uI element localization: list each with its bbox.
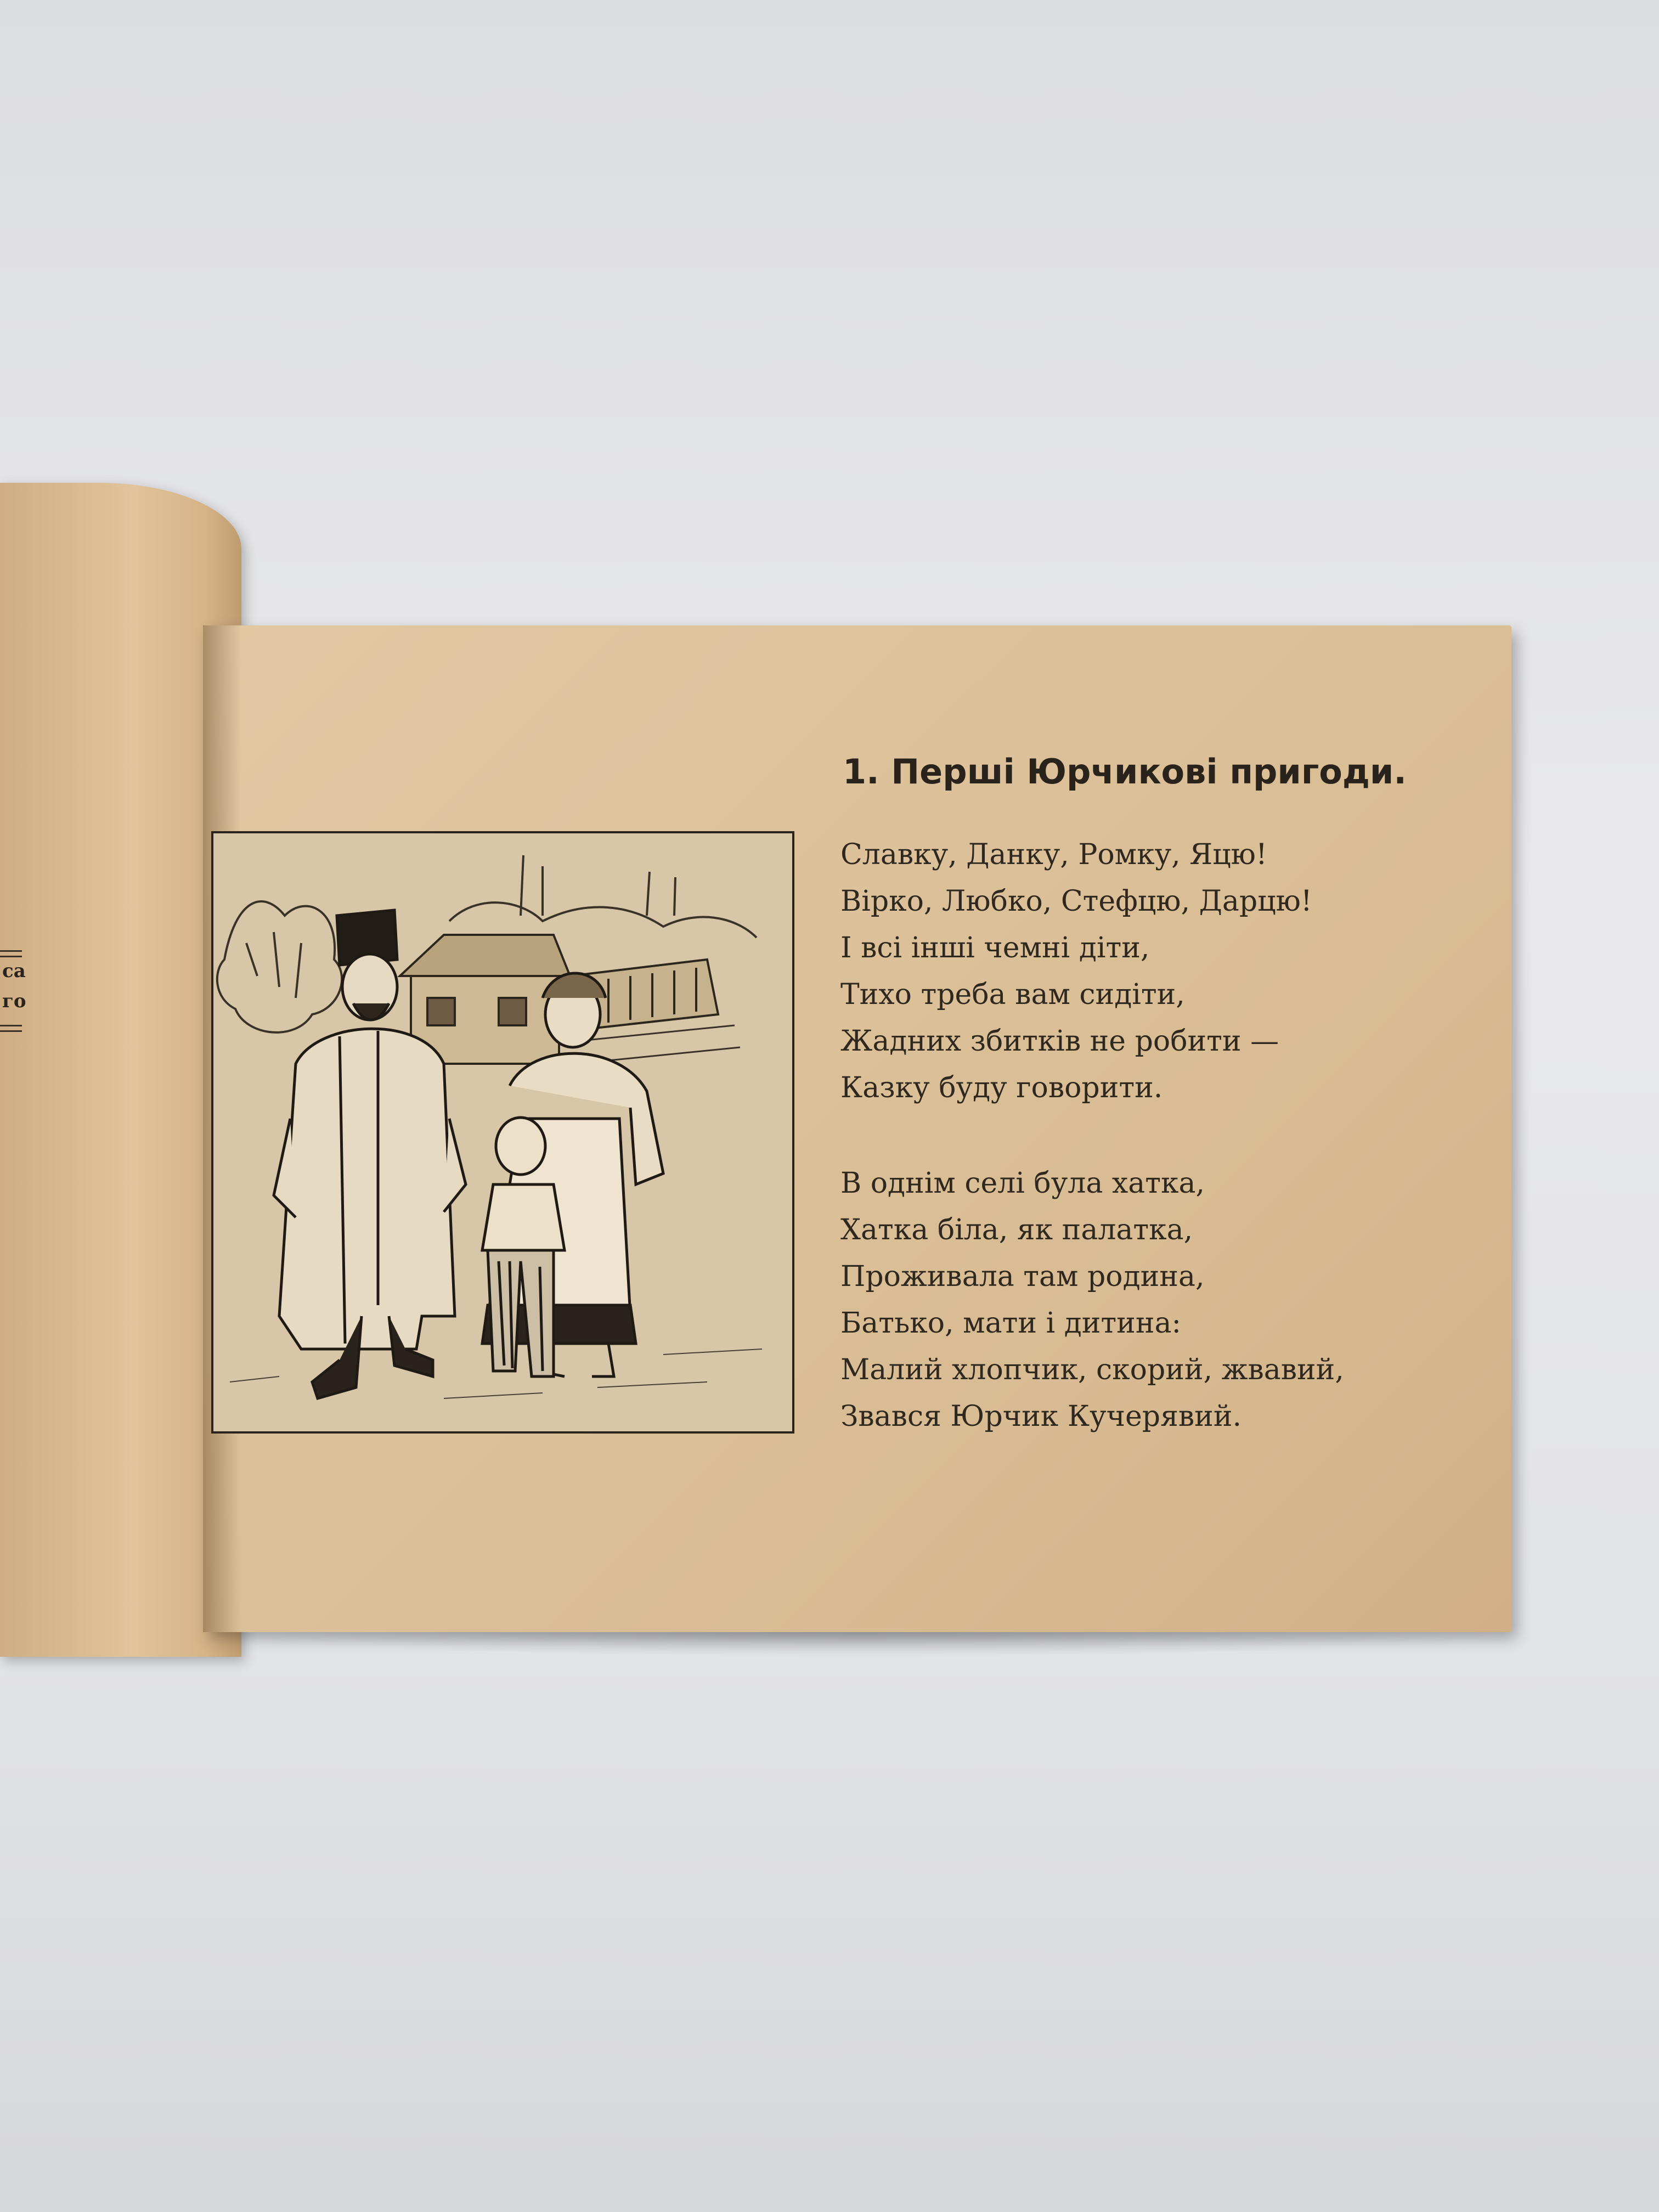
poem-line: Тихо треба вам сидіти, (840, 978, 1185, 1011)
family-illustration (211, 831, 794, 1434)
poem-line: Вірко, Любко, Стефцю, Дарцю! (840, 885, 1312, 918)
poem-line: Жадних збитків не робити — (840, 1025, 1279, 1058)
poem-line: Хатка біла, як палатка, (840, 1214, 1193, 1246)
poem-line: Малий хлопчик, скорий, жвавий, (840, 1353, 1344, 1386)
poem-line: Звався Юрчик Кучерявий. (840, 1400, 1242, 1433)
left-page-text-fragment: го (2, 990, 26, 1012)
poem-line: Батько, мати і дитина: (840, 1307, 1182, 1340)
left-page-rule (0, 1030, 22, 1032)
poem-line: І всі інші чемні діти, (840, 932, 1150, 964)
chapter-title: 1. Перші Юрчикові пригоди. (843, 752, 1407, 792)
poem-line: Казку буду говорити. (840, 1071, 1163, 1104)
left-page-rule (0, 956, 22, 957)
poem-stanza (840, 1160, 1344, 1440)
poem-stanza (840, 832, 1312, 1111)
poem-line: В однім селі була хатка, (840, 1167, 1205, 1200)
poem-line: Славку, Данку, Ромку, Яцю! (840, 838, 1267, 871)
left-page-rule (0, 950, 22, 952)
poem-line: Проживала там родина, (840, 1260, 1205, 1293)
family-illustration-drawing (213, 833, 792, 1431)
left-page-text-fragment: са (2, 960, 26, 982)
left-page-rule (0, 1025, 22, 1026)
